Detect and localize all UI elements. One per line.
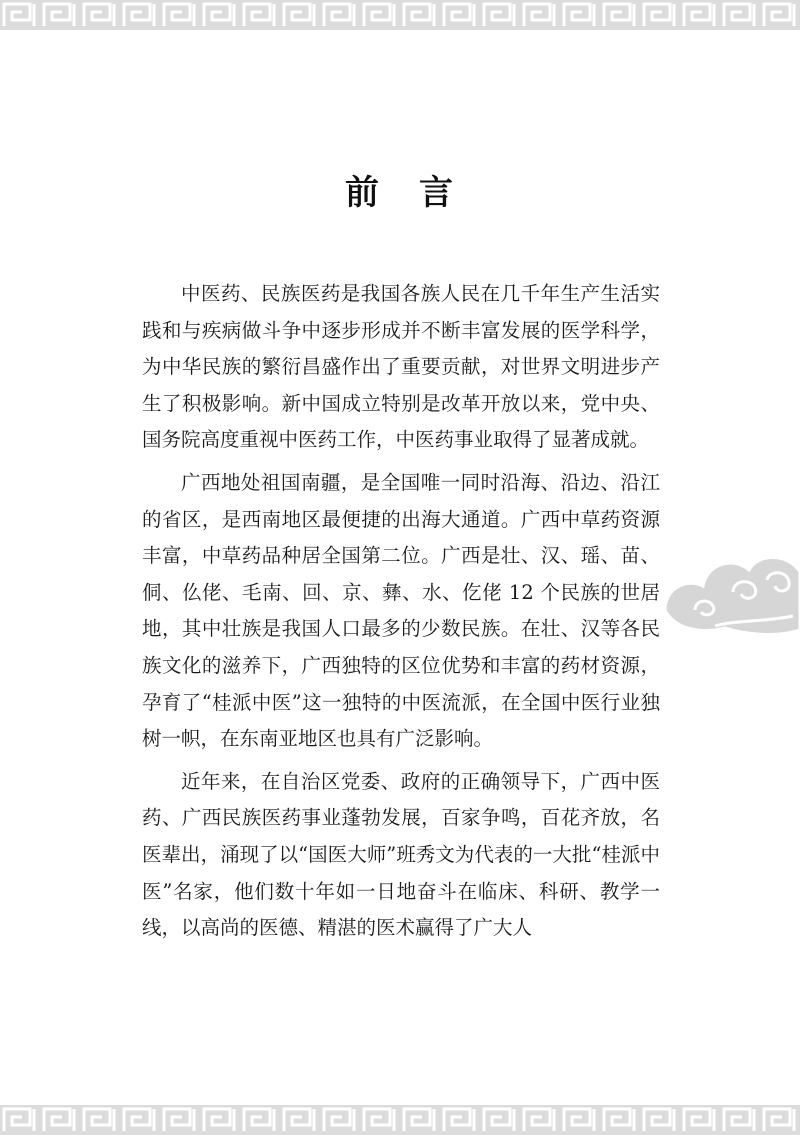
paragraph: 中医药、民族医药是我国各族人民在几千年生产生活实践和与疾病做斗争中逐步形成并不断丰富发展的医学科学，为中华民族的繁衍昌盛作出了重要贡献，对世界文明进步产生了积极影响。新中国成立特别是改革开放以来，党中央、国务院高度重视中医药工作，中医药事业取得了显著成就。 <box>142 282 660 452</box>
paragraph: 广西地处祖国南疆，是全国唯一同时沿海、沿边、沿江的省区，是西南地区最便捷的出海大通道。广西中草药资源丰富，中草药品种居全国第二位。广西是壮、汉、瑶、苗、侗、仫佬、毛南、回、京、彝、水、仡佬 12 个民族的世居地，其中壮族是我国人口最多的少数民族。在壮、汉等各民族文化的滋养下，广西独特的区位优势和丰富的药材资源，孕育了“桂派中医”这一独特的中医流派，在全国中医行业独树一帜，在东南亚地区也具有广泛影响。 <box>142 470 660 751</box>
bottom-fret-border <box>0 1105 800 1135</box>
fret-pattern-icon <box>0 0 800 30</box>
preface-body <box>142 276 660 947</box>
title-char-2: 言 <box>419 172 455 213</box>
fret-pattern-icon <box>0 1105 800 1135</box>
auspicious-cloud-icon <box>655 530 800 645</box>
paragraph: 近年来，在自治区党委、政府的正确领导下，广西中医药、广西民族医药事业蓬勃发展，百家争鸣，百花齐放，名医辈出，涌现了以“国医大师”班秀文为代表的一大批“桂派中医”名家，他们数十年如一日地奋斗在临床、科研、教学一线，以高尚的医德、精湛的医术赢得了广大人 <box>142 769 660 940</box>
title-char-1: 前 <box>345 172 381 213</box>
top-fret-border <box>0 0 800 30</box>
page-title <box>0 165 800 214</box>
